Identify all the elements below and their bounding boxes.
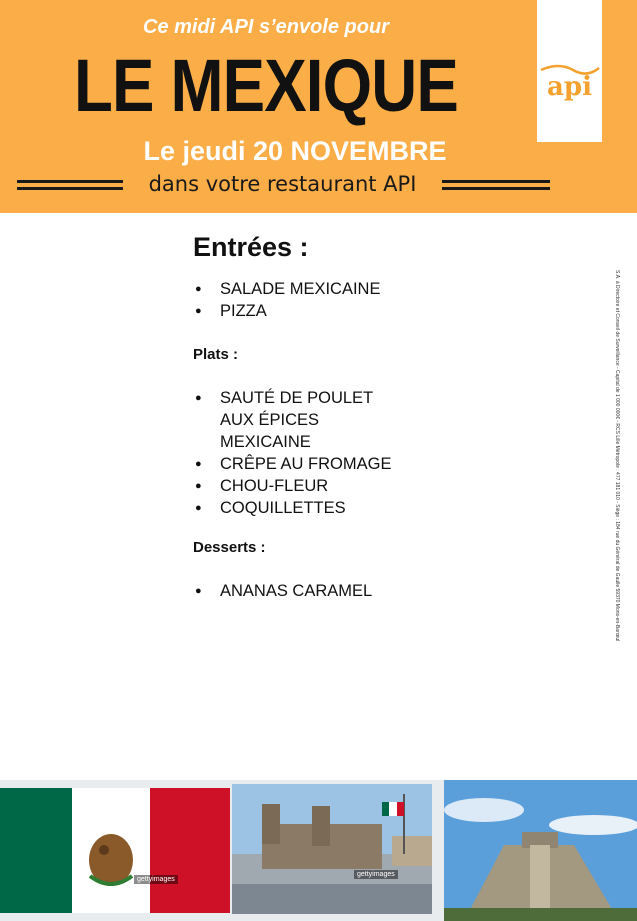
tagline: Ce midi API s’envole pour xyxy=(143,16,389,38)
list-item: ● CHOU-FLEUR xyxy=(193,475,408,497)
list-item: ● SAUTÉ DE POULET AUX ÉPICES MEXICAINE xyxy=(193,387,408,453)
headline-title: LE MEXIQUE xyxy=(74,44,458,127)
list-item: ● CRÊPE AU FROMAGE xyxy=(193,453,408,475)
header-banner xyxy=(0,0,637,213)
chichen-itza-pyramid-image xyxy=(444,780,637,921)
zocalo-cathedral-image xyxy=(232,784,432,914)
list-item: ● ANANAS CARAMEL xyxy=(193,580,533,602)
api-logo xyxy=(537,0,602,142)
photo-credit: gettyimages xyxy=(354,870,398,879)
menu-content xyxy=(193,232,533,602)
decorative-rule-right xyxy=(442,180,550,190)
cathedral-illustration xyxy=(232,784,432,914)
photo-credit: gettyimages xyxy=(134,875,178,884)
mexican-flag-image xyxy=(0,788,230,913)
desserts-list xyxy=(193,580,533,602)
decorative-rule-left xyxy=(17,180,123,190)
logo-text: api xyxy=(547,72,592,102)
list-item: ● COQUILLETTES xyxy=(193,497,408,519)
section-title-desserts: Desserts : xyxy=(193,539,266,556)
list-item: ● PIZZA xyxy=(193,300,533,322)
subtitle: dans votre restaurant API xyxy=(148,172,417,196)
photo-strip xyxy=(0,780,637,921)
entrees-list xyxy=(193,278,533,322)
section-title-entrees: Entrées : xyxy=(193,232,309,262)
list-item: ● SALADE MEXICAINE xyxy=(193,278,533,300)
legal-notice: S.A. à Directoire et Conseil de Surveillance - Capital de 1 000 000€ - RCS Lille Métropole : 477 181 010 - Siège : 184 rue du Général de Gaulle 59370 Mons-en-Barœul xyxy=(614,270,620,642)
pyramid-illustration xyxy=(444,780,637,921)
section-title-plats: Plats : xyxy=(193,346,239,363)
event-date: Le jeudi 20 NOVEMBRE xyxy=(143,136,447,166)
plats-list xyxy=(193,387,408,519)
